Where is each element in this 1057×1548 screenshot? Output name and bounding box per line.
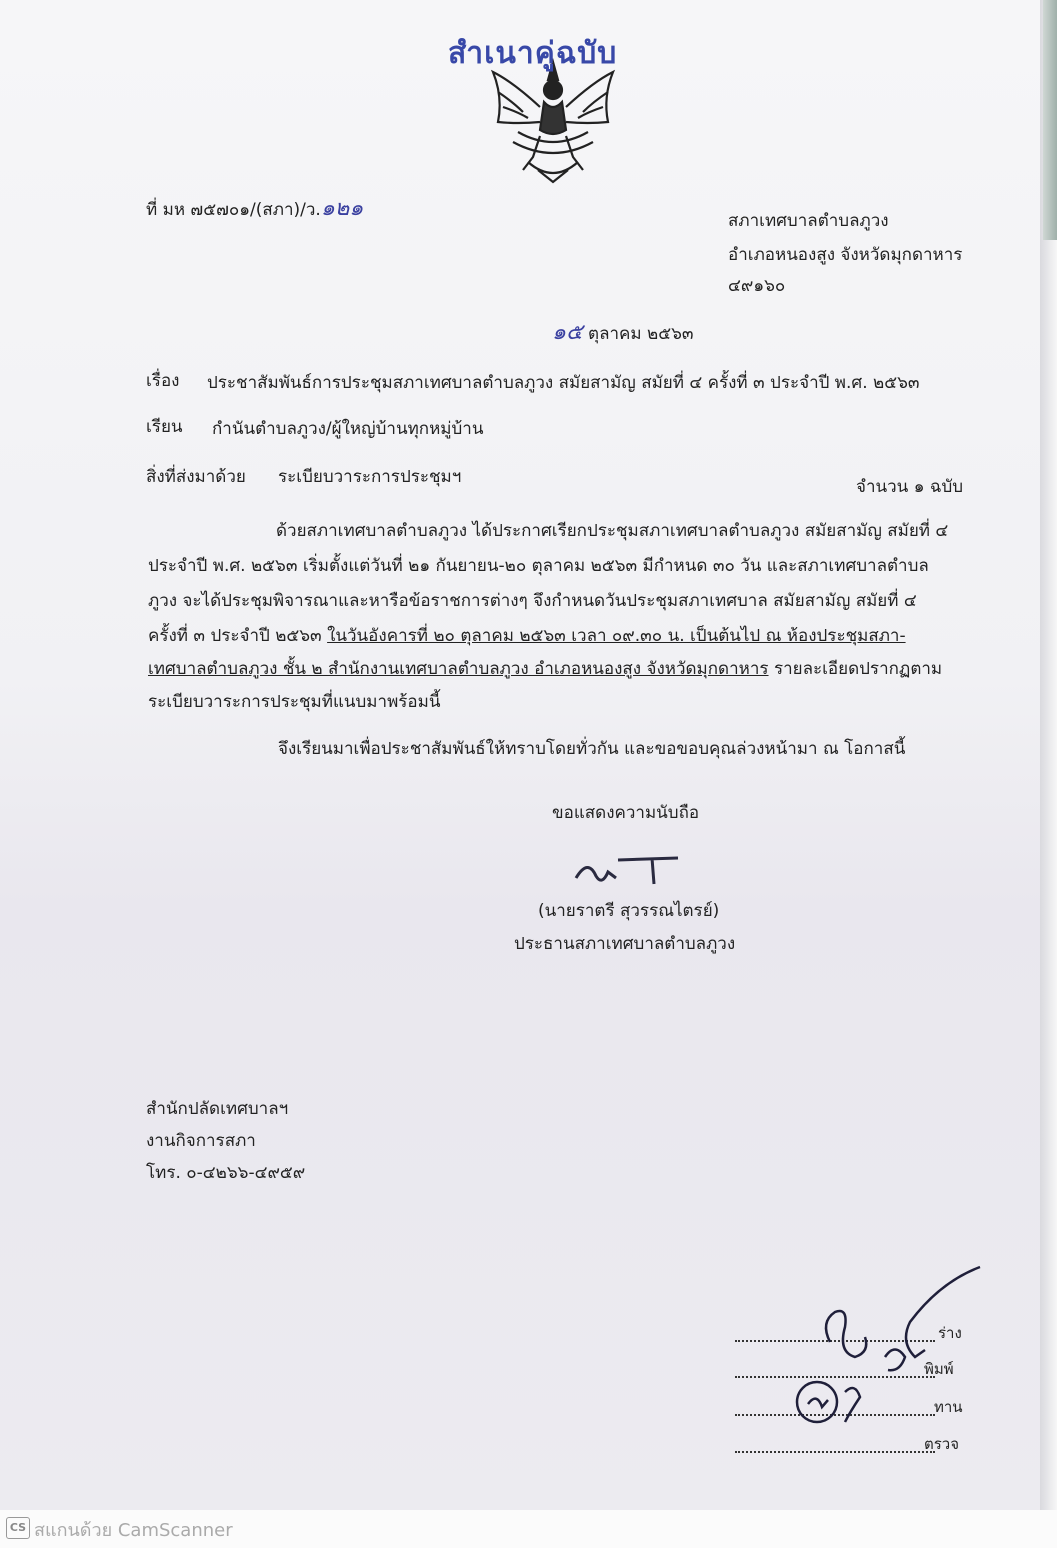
date-handwritten: ๑๕ xyxy=(552,320,583,345)
routing-dots-4 xyxy=(735,1433,935,1453)
sender-line-1: สภาเทศบาลตำบลภูวง xyxy=(728,211,889,231)
closing-line: จึงเรียนมาเพื่อประชาสัมพันธ์ให้ทราบโดยทั่วกัน และขอขอบคุณล่วงหน้ามา ณ โอกาสนี้ xyxy=(278,739,906,759)
body-line-6: ระเบียบวาระการประชุมที่แนบมาพร้อมนี้ xyxy=(148,692,441,712)
routing-check: ตรวจ xyxy=(924,1435,960,1453)
reference-number xyxy=(146,198,363,221)
signer-name: (นายราตรี สุวรรณไตรย์) xyxy=(538,901,720,921)
to-text: กำนันตำบลภูวง/ผู้ใหญ่บ้านทุกหมู่บ้าน xyxy=(212,419,484,439)
routing-initials xyxy=(790,1262,985,1432)
body-line-1: ด้วยสภาเทศบาลตำบลภูวง ได้ประกาศเรียกประชุมสภาเทศบาลตำบลภูวง สมัยสามัญ สมัยที่ ๔ xyxy=(276,521,949,541)
signer-title: ประธานสภาเทศบาลตำบลภูวง xyxy=(514,934,736,954)
enclosure-text: ระเบียบวาระการประชุมฯ xyxy=(278,467,462,487)
body-line-4-start: ครั้งที่ ๓ ประจำปี ๒๕๖๓ xyxy=(148,626,322,646)
enclosure-count: จำนวน ๑ ฉบับ xyxy=(856,477,964,497)
sender-postcode: ๔๙๑๖๐ xyxy=(728,276,786,296)
enclosure-label: สิ่งที่ส่งมาด้วย xyxy=(146,467,246,487)
camscanner-watermark: สแกนด้วย CamScanner xyxy=(34,1520,233,1541)
subject-label: เรื่อง xyxy=(146,371,180,391)
meeting-location-underlined: เทศบาลตำบลภูวง ชั้น ๒ สำนักงานเทศบาลตำบลภูวง อำเภอหนองสูง จังหวัดมุกดาหาร xyxy=(148,659,769,679)
meeting-datetime-underlined: ในวันอังคารที่ ๒๐ ตุลาคม ๒๕๖๓ เวลา ๐๙.๓๐ น. เป็นต้นไป ณ ห้องประชุมสภา- xyxy=(327,626,906,646)
body-line-4 xyxy=(148,622,906,650)
office-line-1: สำนักปลัดเทศบาลฯ xyxy=(146,1099,289,1119)
office-phone: โทร. ๐-๔๒๖๖-๔๙๕๙ xyxy=(146,1163,306,1183)
background-edge xyxy=(1043,0,1057,240)
reference-handwritten: ๑๒๑ xyxy=(320,196,364,221)
letter-date xyxy=(552,322,694,345)
routing-print: พิมพ์ xyxy=(924,1360,954,1378)
body-line-2: ประจำปี พ.ศ. ๒๕๖๓ เริ่มตั้งแต่วันที่ ๒๑ กันยายน-๒๐ ตุลาคม ๒๕๖๓ มีกำหนด ๓๐ วัน และสภาเทศบาลตำบล xyxy=(148,556,929,576)
body-line-3: ภูวง จะได้ประชุมพิจารณาและหารือข้อราชการต่างๆ จึงกำหนดวันประชุมสภาเทศบาล สมัยสามัญ สมัยที่ ๔ xyxy=(148,591,917,611)
sender-line-2: อำเภอหนองสูง จังหวัดมุกดาหาร xyxy=(728,245,963,265)
reference-prefix: ที่ มห ๗๕๗๐๑/(สภา)/ว. xyxy=(146,200,321,220)
body-line-5 xyxy=(148,655,942,683)
subject-text: ประชาสัมพันธ์การประชุมสภาเทศบาลตำบลภูวง สมัยสามัญ สมัยที่ ๔ ครั้งที่ ๓ ประจำปี พ.ศ. ๒๕๖๓ xyxy=(207,373,920,393)
signature-mark xyxy=(568,848,688,893)
office-line-2: งานกิจการสภา xyxy=(146,1131,256,1151)
copy-stamp: สำเนาคู่ฉบับ xyxy=(448,36,618,71)
to-label: เรียน xyxy=(146,417,183,437)
routing-proof: ทาน xyxy=(934,1398,963,1416)
routing-draft: ร่าง xyxy=(938,1324,962,1342)
body-line-5-end: รายละเอียดปรากฏตาม xyxy=(773,659,943,679)
regards: ขอแสดงความนับถือ xyxy=(552,803,700,823)
date-month-year: ตุลาคม ๒๕๖๓ xyxy=(588,324,694,344)
camscanner-logo-icon: CS xyxy=(6,1517,30,1539)
